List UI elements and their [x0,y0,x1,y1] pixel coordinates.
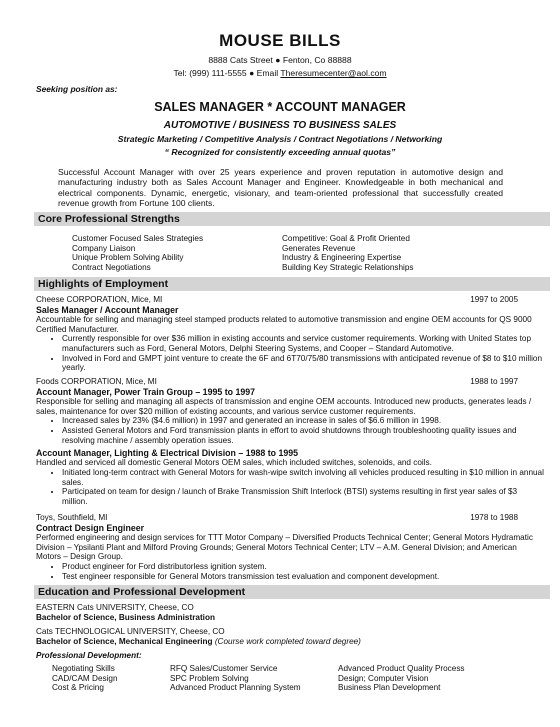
job-title: Contract Design Engineer [36,522,145,533]
pd-item: Negotiating Skills [52,664,115,673]
job-dates: 1988 to 1997 [470,377,518,386]
job-entry-toys [36,513,544,581]
job-bullets [36,416,544,445]
section-header-highlights: Highlights of Employment [34,277,550,291]
job-bullets [36,468,544,507]
professional-development-list [52,664,538,693]
job-bullet: • Currently responsible for over $36 million in existing accounts and service customer requirements. Working with United States top manufacturers such as Ford, General Motors, Delphi Steering Systems, and Cooper – Standard Automotive. [62,334,544,353]
job-description: Responsible for selling and managing all aspects of transmission and engine OEM accounts. Introduced new products, generates leads / sales, maintenance for over $20 million of existing accounts, and various service customer requirements. [36,397,532,416]
strength-item: Competitive: Goal & Profit Oriented [282,234,410,243]
school-name: EASTERN Cats UNIVERSITY, Cheese, CO [36,603,194,612]
section-header-education: Education and Professional Development [34,585,550,599]
education-entry [36,627,361,647]
objective-title: SALES MANAGER * ACCOUNT MANAGER [154,100,406,115]
job-title: Account Manager, Power Train Group – 1995 to 1997 [36,386,256,397]
degree: Bachelor of Science, Business Administration [36,612,215,622]
summary-paragraph: Successful Account Manager with over 25 years experience and proven reputation in automotive design and manufacturing industry both as Sales Account Manager and Engineer. Knowledgeable in both mechanical and electrical components. Dynamic, energetic, visionary, and team-oriented professional that successfully created revenue growth from Fortune 100 clients. [58,167,503,209]
job-entry-foods [36,377,544,445]
candidate-name: MOUSE BILLS [219,31,341,50]
seeking-label: Seeking position as: [36,84,118,94]
pd-item: RFQ Sales/Customer Service [170,664,278,673]
school-name: Cats TECHNOLOGICAL UNIVERSITY, Cheese, CO [36,627,225,636]
strength-item: Contract Negotiations [72,263,151,273]
job-entry-cheese [36,295,544,373]
job-title: Account Manager, Lighting & Electrical Division – 1988 to 1995 [36,448,299,458]
job-bullet: • Increased sales by 23% ($4.6 million) in 1997 and generated an increase in sales of $6.6 million in 1998. [62,416,544,426]
pd-item: Advanced Product Planning System [170,683,301,693]
pd-column [338,664,538,693]
strengths-left-column [72,234,282,273]
job-bullet: • Assisted General Motors and Ford transmission plants in effort to avoid shutdowns through troubleshooting quality issues and resolving machine / assembly operation issues. [62,426,544,445]
email-link[interactable]: Theresumecenter@aol.com [280,67,387,78]
job-bullet: • Product engineer for Ford distributorless ignition system. [62,562,544,572]
strengths-list [72,234,492,273]
job-description: Handled and serviced all domestic General Motors OEM sales, which included switches, solenoids, and coils. [36,458,432,468]
pd-item: Business Plan Development [338,683,441,693]
objective-subtitle: AUTOMOTIVE / BUSINESS TO BUSINESS SALES [163,120,397,132]
pd-item: Design; Computer Vision [338,673,429,683]
degree-note: (Course work completed toward degree) [212,636,361,646]
strength-item: Unique Problem Solving Ability [72,253,184,263]
job-bullet: • Involved in Ford and GMPT joint venture to create the 6F and 6T70/75/80 transmissions with anticipated revenue of $8 to $10 million yearly. [62,354,544,373]
job-company: Foods CORPORATION, Mice, MI [36,377,157,386]
address-line: 8888 Cats Street ● Fenton, Co 88888 [208,55,352,66]
job-company: Toys, Southfield, MI [36,513,108,522]
degree: Bachelor of Science, Mechanical Engineering [36,636,213,646]
pd-item: CAD/CAM Design [52,673,118,683]
pd-item: Advanced Product Quality Process [338,664,465,673]
job-company-line [36,513,544,523]
strength-item: Industry & Engineering Expertise [282,253,402,263]
strengths-right-column [282,234,492,273]
strength-item: Building Key Strategic Relationships [282,263,414,273]
contact-line [0,68,560,78]
job-bullets [36,334,544,373]
pd-item: Cost & Pricing [52,683,104,693]
pd-column [170,664,338,693]
professional-development-label: Professional Development: [36,651,142,660]
objective-quote: “ Recognized for consistently exceeding annual quotas” [164,147,396,158]
job-title: Sales Manager / Account Manager [36,304,179,315]
job-company-line [36,295,544,305]
job-entry-lighting [36,448,544,507]
section-header-core: Core Professional Strengths [34,212,550,226]
education-entry [36,603,215,623]
job-dates: 1978 to 1988 [470,513,518,522]
job-bullets [36,562,544,581]
job-bullet: • Test engineer responsible for General Motors transmission test evaluation and component development. [62,572,544,582]
job-dates: 1997 to 2005 [470,295,518,304]
job-description: Performed engineering and design services for TTT Motor Company – Diversified Products Technical Center; General Motors Hydramatic Division – Ypsilanti Plant and Milford Proving Grounds; General Motors Technical Center; LTV – A.M. General Division; and American Motors – Design Group. [36,533,533,562]
strength-item: Generates Revenue [282,243,356,253]
strength-item: Company Liaison [72,243,136,253]
objective-skills: Strategic Marketing / Competitive Analysis / Contract Negotiations / Networking [117,134,443,145]
pd-item: SPC Problem Solving [170,673,249,683]
job-company: Cheese CORPORATION, Mice, MI [36,295,163,304]
pd-column [52,664,170,693]
job-bullet: • Initiated long-term contract with General Motors for wash-wipe switch involving all vehicles produced resulting in $10 million in annual sales. [62,468,544,487]
job-bullet: • Participated on team for design / launch of Brake Transmission Shift Interlock (BTSI) systems resulting in first year sales of $3 million. [62,487,544,506]
job-company-line [36,377,544,387]
job-description: Accountable for selling and managing steel stamped products related to automotive transmission and engine OEM accounts for QS 9000 Certified Manufacturer. [36,315,532,334]
phone-text: Tel: (999) 111-5555 ● Email [173,67,281,78]
strength-item: Customer Focused Sales Strategies [72,234,204,243]
